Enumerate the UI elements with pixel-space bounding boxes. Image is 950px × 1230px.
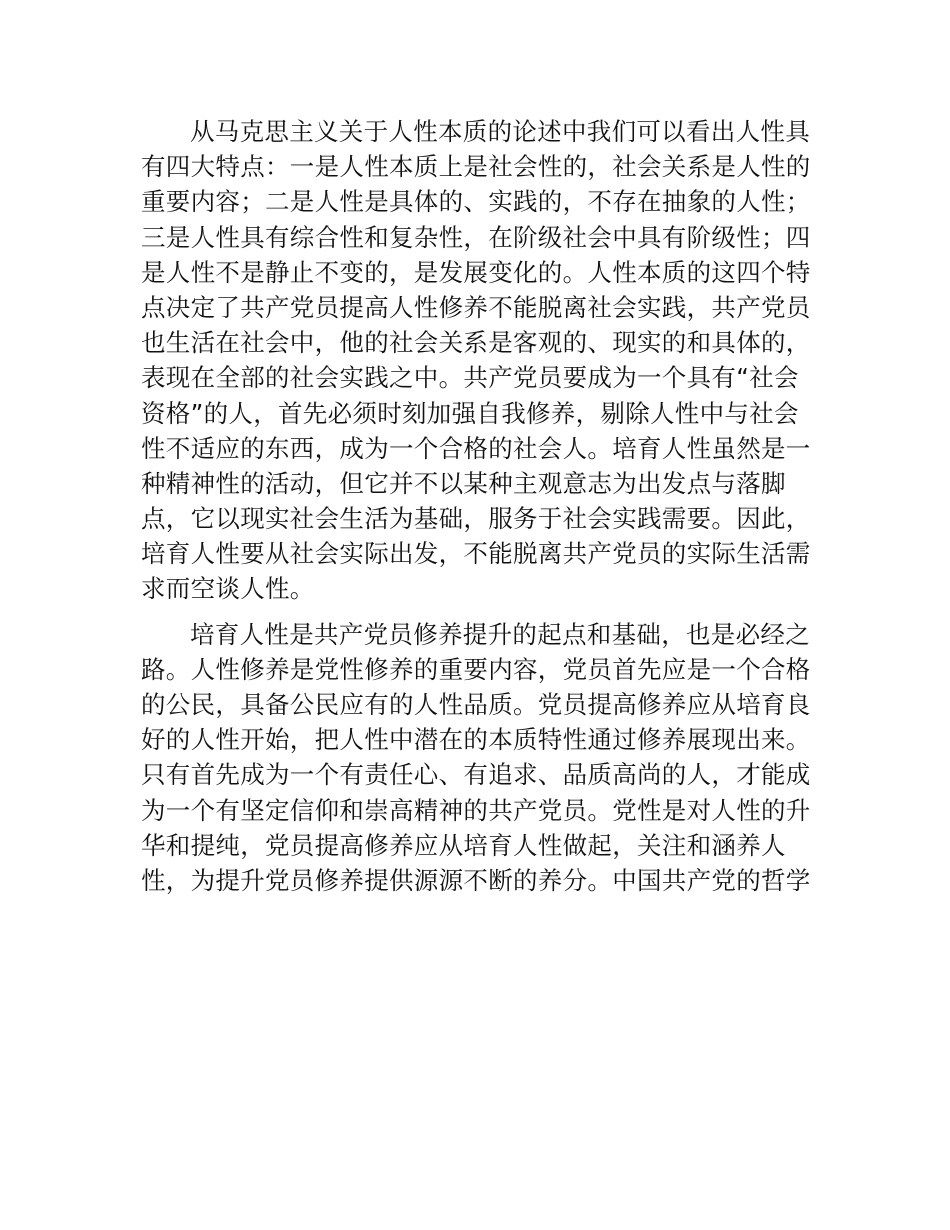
paragraph-1 [141,114,811,607]
text-line: 培育人性要从社会实际出发，不能脱离共产党员的实际生活需 [141,539,811,569]
text-line: 培育人性是共产党员修养提升的起点和基础，也是必经之 [190,619,810,649]
document-body [141,114,811,898]
text-line: 只有首先成为一个有责任心、有追求、品质高尚的人，才能成 [141,760,811,790]
text-line: 为一个有坚定信仰和崇高精神的共产党员。党性是对人性的升 [141,795,811,825]
text-line: 是人性不是静止不变的，是发展变化的。人性本质的这四个特 [141,257,811,287]
text-line: 三是人性具有综合性和复杂性，在阶级社会中具有阶级性；四 [141,222,811,252]
text-line: 求而空谈人性。 [141,574,315,604]
text-line: 重要内容；二是人性是具体的、实践的，不存在抽象的人性； [141,187,811,217]
text-line: 点，它以现实社会生活为基础，服务于社会实践需要。因此， [141,504,811,534]
paragraph-2 [141,617,811,899]
text-line: 有四大特点：一是人性本质上是社会性的，社会关系是人性的 [141,152,811,182]
text-line: 资格”的人，首先必须时刻加强自我修养，剔除人性中与社会 [141,398,799,428]
text-line: 的公民，具备公民应有的人性品质。党员提高修养应从培育良 [141,690,811,719]
text-line: 华和提纯，党员提高修养应从培育人性做起，关注和涵养人 [141,830,786,860]
text-line: 好的人性开始，把人性中潜在的本质特性通过修养展现出来。 [141,725,811,755]
text-line: 点决定了共产党员提高人性修养不能脱离社会实践，共产党员 [141,292,811,322]
text-line: 性不适应的东西，成为一个合格的社会人。培育人性虽然是一 [141,433,811,463]
text-line: 种精神性的活动，但它并不以某种主观意志为出发点与落脚 [141,468,786,498]
text-line: 从马克思主义关于人性本质的论述中我们可以看出人性具 [190,117,810,146]
text-line: 路。人性修养是党性修养的重要内容，党员首先应是一个合格 [141,654,811,684]
text-line: 表现在全部的社会实践之中。共产党员要成为一个具有“社会 [141,363,799,393]
text-line: 性，为提升党员修养提供源源不断的养分。中国共产党的哲学 [141,865,811,895]
text-line: 也生活在社会中，他的社会关系是客观的、现实的和具体的， [141,328,811,358]
